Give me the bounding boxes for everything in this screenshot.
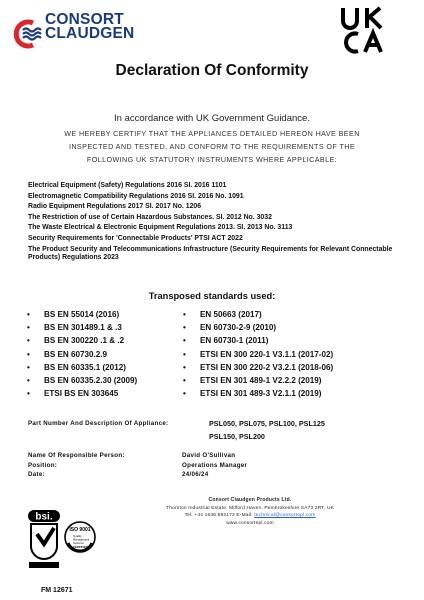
bullet-icon: • (27, 362, 30, 372)
footer-tel: Tel: +44 1646 692172 E-Mail: (184, 513, 253, 518)
standard-item (183, 361, 333, 374)
svg-text:Management: Management (73, 537, 90, 542)
standard-item (183, 348, 333, 361)
standard-label: BS EN 60730.2.9 (44, 349, 107, 359)
bullet-icon: • (183, 389, 186, 399)
standard-item (27, 387, 137, 400)
certify-line: FOLLOWING UK STATUTORY INSTRUMENTS WHERE APPLICABLE: (86, 155, 338, 164)
standard-item (27, 334, 137, 347)
bullet-icon: • (183, 362, 186, 372)
consort-claudgen-logo-mark (11, 19, 45, 49)
certify-line: INSPECTED AND TESTED, AND CONFORM TO THE REQUIREMENTS OF THE (68, 142, 356, 151)
standard-label: EN 60730-1 (2011) (200, 336, 269, 346)
standard-label: BS EN 60335.1 (2012) (44, 362, 126, 372)
standard-label: BS EN 301489.1 & .3 (44, 323, 122, 333)
standard-item (27, 321, 137, 334)
responsible-labels (28, 451, 125, 480)
position-label: Position: (28, 461, 58, 469)
standard-item (27, 348, 137, 361)
standard-item (183, 387, 333, 400)
fm-certificate-number: FM 12671 (41, 587, 73, 594)
standard-item (183, 334, 333, 347)
regulation-item: The Product Security and Telecommunications Infrastructure (Security Requirements for Relevant Connectable Products) Regulations 2023 (28, 245, 393, 262)
standard-label: EN 50663 (2017) (200, 310, 262, 319)
regulation-item: Electromagnetic Compatibility Regulations 2016 SI. 2016 No. 1091 (28, 192, 244, 200)
standard-item (27, 374, 137, 387)
logo-line-1: CONSORT (45, 11, 124, 28)
standard-item (183, 374, 333, 387)
bullet-icon: • (27, 323, 30, 333)
standards-left-column (27, 308, 137, 400)
standard-label: ETSI BS EN 303645 (44, 389, 119, 399)
ukca-mark-icon (340, 6, 386, 54)
bullet-icon: • (183, 349, 186, 359)
standard-item (27, 308, 137, 321)
standard-label: BS EN 300220 .1 & .2 (44, 336, 125, 346)
position-value: Operations Manager (182, 461, 248, 469)
standard-item (183, 321, 333, 334)
bullet-icon: • (183, 375, 186, 385)
company-logo-text (45, 13, 134, 41)
bullet-icon: • (27, 389, 30, 399)
certify-line: WE HEREBY CERTIFY THAT THE APPLIANCES DETAILED HEREON HAVE BEEN (64, 129, 360, 138)
bsi-logo-text: bsi. (35, 511, 53, 523)
bullet-icon: • (183, 323, 186, 333)
bullet-icon: • (27, 375, 30, 385)
company-footer (120, 497, 380, 527)
footer-address: Thornton Industrial Estate, Milford Haven, Pembrokeshire SA73 2RT, UK (165, 505, 335, 511)
regulation-item: The Waste Electrical & Electronic Equipment Regulations 2013. SI. 2013 No. 3113 (28, 224, 293, 232)
part-number-values (209, 418, 325, 443)
regulation-item: Radio Equipment Regulations 2017 SI. 2017 No. 1206 (28, 203, 202, 211)
standard-label: ETSI EN 300 220-2 V3.2.1 (2018-06) (200, 362, 334, 372)
standard-label: ETSI EN 301 489-1 V2.2.2 (2019) (200, 375, 322, 385)
iso-standard-text: ISO 9001 (69, 527, 91, 533)
standard-label: BS EN 55014 (2016) (44, 310, 120, 319)
bullet-icon: • (27, 349, 30, 359)
standard-item (27, 361, 137, 374)
guidance-line: In accordance with UK Government Guidance. (114, 113, 310, 124)
footer-email-link[interactable]: technical@consortepl.com (254, 513, 316, 518)
logo-line-2: CLAUDGEN (45, 25, 135, 42)
regulation-item: The Restriction of use of Certain Hazardous Substances. SI. 2012 No. 3032 (28, 213, 272, 221)
standard-label: BS EN 60335.2.30 (2009) (44, 375, 138, 385)
part-number-label: Part Number And Description Of Appliance: (28, 420, 169, 427)
name-label: Name Of Responsible Person: (28, 452, 125, 459)
svg-text:CERTIFIED: CERTIFIED (73, 545, 88, 549)
svg-text:Systems: Systems (73, 541, 84, 545)
standard-label: ETSI EN 300 220-1 V3.1.1 (2017-02) (200, 349, 334, 359)
responsible-values (182, 451, 247, 480)
name-value: David O'Sullivan (182, 452, 236, 459)
footer-web[interactable]: www.consortepl.com (226, 520, 274, 526)
footer-contact (120, 512, 380, 520)
regulations-list (28, 181, 404, 263)
standard-label: EN 60730-2-9 (2010) (200, 323, 277, 333)
part-number-line: PSL150, PSL200 (209, 431, 265, 441)
standard-item (183, 308, 333, 321)
bullet-icon: • (27, 310, 30, 319)
page-title: Declaration Of Conformity (115, 62, 309, 79)
date-value: 24/06/24 (182, 471, 209, 478)
bsi-certification-badge-icon (28, 510, 118, 572)
regulation-item: Electrical Equipment (Safety) Regulations 2016 SI. 2016 1101 (28, 182, 227, 189)
bullet-icon: • (183, 310, 186, 319)
standard-label: ETSI EN 301 489-3 V2.1.1 (2019) (200, 389, 322, 399)
regulation-item: Security Requirements for 'Connectable Products' PTSI ACT 2022 (28, 234, 243, 242)
date-label: Date: (28, 471, 45, 478)
standards-heading: Transposed standards used: (148, 291, 276, 301)
part-number-line: PSL050, PSL075, PSL100, PSL125 (209, 419, 325, 428)
bullet-icon: • (27, 336, 30, 346)
certification-statement (20, 127, 404, 166)
standards-right-column (183, 308, 333, 400)
bullet-icon: • (183, 336, 186, 346)
svg-text:Quality: Quality (73, 534, 82, 538)
footer-company: Consort Claudgen Products Ltd. (208, 497, 292, 503)
